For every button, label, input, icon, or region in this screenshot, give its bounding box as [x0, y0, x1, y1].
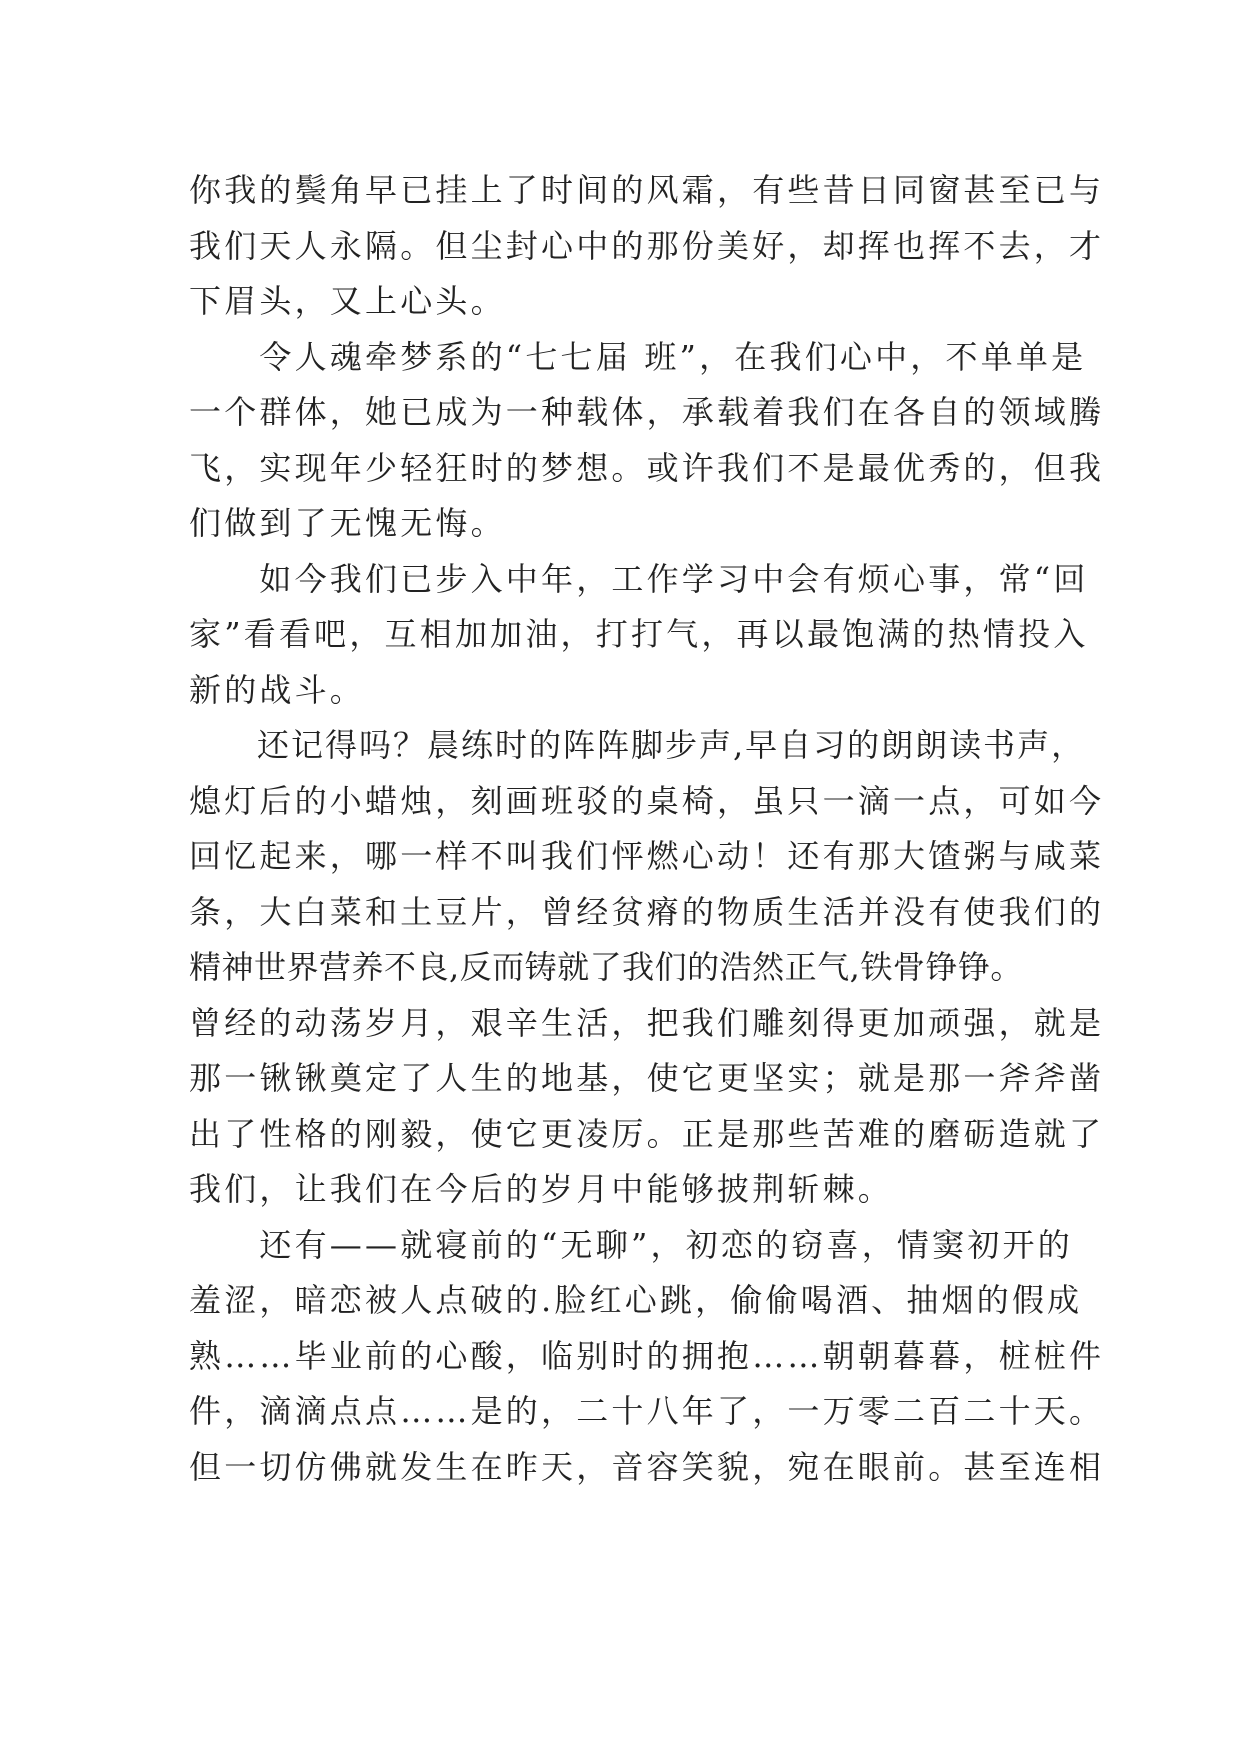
- text-line: 们做到了无愧无悔。: [189, 504, 506, 542]
- text-line: 令人魂牵梦系的“七七届 班”，在我们心中，不单单是: [189, 337, 1087, 376]
- text-line: 还有——就寝前的“无聊”，初恋的窃喜，情窦初开的: [189, 1225, 1073, 1264]
- text-line: 出了性格的刚毅，使它更凌厉。正是那些苦难的磨砺造就了: [189, 1114, 1105, 1153]
- text-line: 羞涩，暗恋被人点破的.脸红心跳，偷偷喝酒、抽烟的假成: [189, 1281, 1083, 1319]
- text-line: 曾经的动荡岁月，艰辛生活，把我们雕刻得更加顽强，就是: [189, 1003, 1105, 1042]
- text-line: 我们天人永隔。但尘封心中的那份美好，却挥也挥不去，才: [189, 226, 1105, 265]
- text-line: 新的战斗。: [189, 670, 366, 709]
- text-line: 下眉头，又上心头。: [189, 282, 506, 320]
- text-line: 你我的鬓角早已挂上了时间的风霜，有些昔日同窗甚至已与: [189, 171, 1105, 209]
- text-line: 熄灯后的小蜡烛，刻画班驳的桌椅，虽只一滴一点，可如今: [189, 781, 1105, 820]
- text-line: 熟……毕业前的心酸，临别时的拥抱……朝朝暮暮，桩桩件: [189, 1336, 1105, 1375]
- text-line: 那一锹锹奠定了人生的地基，使它更坚实；就是那一斧斧凿: [189, 1059, 1105, 1097]
- text-line: 如今我们已步入中年，工作学习中会有烦心事，常“回: [189, 559, 1089, 598]
- body-text: [189, 163, 1105, 1495]
- text-line: 家”看看吧，互相加加油，打打气，再以最饱满的热情投入: [189, 615, 1089, 653]
- text-line: 还记得吗？晨练时的阵阵脚步声,早自习的朗朗读书声，: [189, 726, 1086, 764]
- text-line: 一个群体，她已成为一种载体，承载着我们在各自的领域腾: [189, 393, 1105, 431]
- text-line: 件，滴滴点点……是的，二十八年了，一万零二百二十天。: [189, 1392, 1105, 1430]
- text-line: 精神世界营养不良,反而铸就了我们的浩然正气,铁骨铮铮。: [189, 948, 1023, 986]
- text-line: 但一切仿佛就发生在昨天，音容笑貌，宛在眼前。甚至连相: [189, 1447, 1105, 1486]
- text-line: 条，大白菜和土豆片，曾经贫瘠的物质生活并没有使我们的: [189, 892, 1105, 931]
- text-line: 飞，实现年少轻狂时的梦想。或许我们不是最优秀的，但我: [189, 448, 1105, 487]
- text-line: 回忆起来，哪一样不叫我们怦燃心动！还有那大馇粥与咸菜: [189, 837, 1105, 875]
- text-line: 我们，让我们在今后的岁月中能够披荆斩棘。: [189, 1170, 894, 1208]
